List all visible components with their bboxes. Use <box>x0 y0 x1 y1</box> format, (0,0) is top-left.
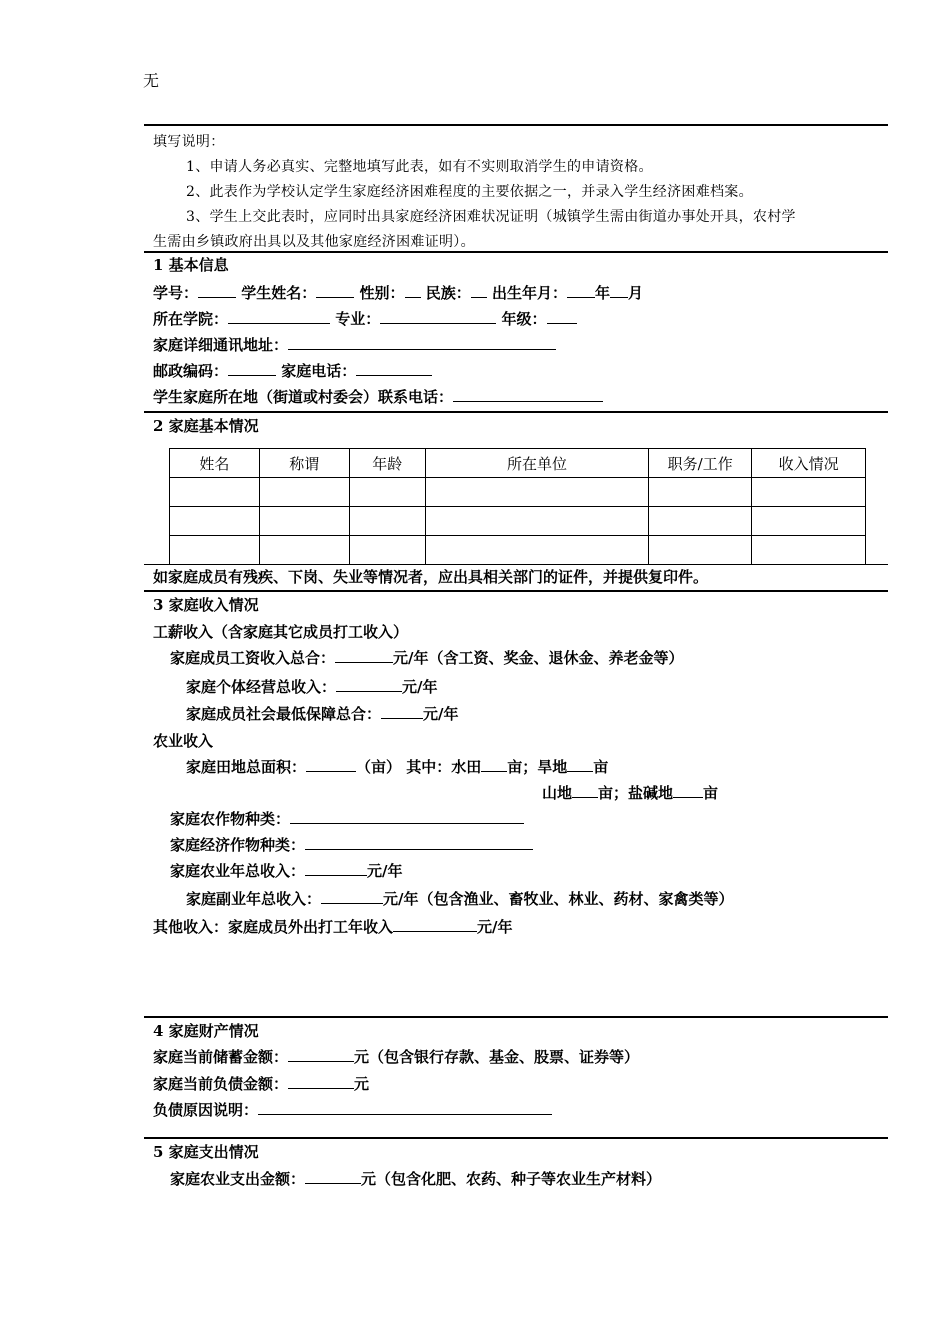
table-cell[interactable] <box>259 478 349 507</box>
col-workplace-header: 所在单位 <box>425 449 649 478</box>
agri-income-field[interactable] <box>305 861 367 876</box>
ethnicity-label: 民族： <box>425 284 471 302</box>
agri-expense-row <box>170 1168 661 1189</box>
security-unit: 元/年 <box>423 705 459 723</box>
debt-reason-row <box>153 1099 552 1120</box>
agri-expense-unit: 元（包含化肥、农药、种子等农业生产材料） <box>361 1170 662 1188</box>
basic-info-row1 <box>153 282 643 303</box>
table-cell[interactable] <box>349 478 425 507</box>
land-area-row <box>186 756 608 777</box>
col-age-header: 年龄 <box>349 449 425 478</box>
dryland-unit: 亩 <box>593 758 609 776</box>
gender-label: 性别： <box>359 284 405 302</box>
business-income-unit: 元/年 <box>402 678 438 696</box>
other-income-unit: 元/年 <box>477 918 513 936</box>
basic-info-row4 <box>153 360 432 381</box>
debt-field[interactable] <box>288 1074 354 1089</box>
divider <box>144 124 888 126</box>
other-income-row <box>153 916 513 937</box>
section3-title: 3 家庭收入情况 <box>153 596 259 614</box>
address-label: 家庭详细通讯地址： <box>153 336 289 354</box>
college-label: 所在学院： <box>153 310 229 328</box>
wage-total-label: 家庭成员工资收入总合： <box>170 649 336 667</box>
home-phone-field[interactable] <box>356 361 432 376</box>
agri-expense-field[interactable] <box>305 1169 361 1184</box>
debt-reason-label: 负债原因说明： <box>153 1101 259 1119</box>
postcode-label: 邮政编码： <box>153 362 229 380</box>
section5-title: 5 家庭支出情况 <box>153 1143 259 1161</box>
debt-unit: 元 <box>354 1075 370 1093</box>
table-cell[interactable] <box>259 507 349 536</box>
table-row <box>170 507 866 536</box>
table-cell[interactable] <box>349 507 425 536</box>
wage-total-field[interactable] <box>335 648 393 663</box>
wage-total-row <box>170 647 684 668</box>
divider <box>144 1016 888 1018</box>
col-income-header: 收入情况 <box>752 449 866 478</box>
gender-field[interactable] <box>405 283 421 298</box>
table-cell[interactable] <box>425 507 649 536</box>
side-income-field[interactable] <box>321 889 383 904</box>
savings-row <box>153 1046 639 1067</box>
postcode-field[interactable] <box>228 361 276 376</box>
instruction-1: 1、申请人务必真实、完整地填写此表，如有不实则取消学生的申请资格。 <box>186 159 653 175</box>
side-income-row <box>186 888 734 909</box>
mountain-land-row <box>542 782 718 803</box>
table-cell[interactable] <box>170 478 260 507</box>
birth-label: 出生年月： <box>492 284 568 302</box>
table-cell[interactable] <box>649 478 752 507</box>
college-field[interactable] <box>228 309 330 324</box>
cash-crops-label: 家庭经济作物种类： <box>170 836 306 854</box>
crops-row <box>170 808 524 829</box>
security-row <box>186 703 459 724</box>
top-word: 无 <box>143 71 160 90</box>
agri-expense-label: 家庭农业支出金额： <box>170 1170 306 1188</box>
cash-crops-row <box>170 834 533 855</box>
table-cell[interactable] <box>649 536 752 565</box>
table-row <box>170 478 866 507</box>
student-id-label: 学号： <box>153 284 199 302</box>
table-cell[interactable] <box>752 478 866 507</box>
divider <box>144 590 888 592</box>
basic-info-row2 <box>153 308 577 329</box>
instructions-title: 填写说明： <box>153 134 225 150</box>
wage-income-title: 工薪收入（含家庭其它成员打工收入） <box>153 623 409 641</box>
divider <box>144 251 888 253</box>
wage-total-unit: 元/年（含工资、奖金、退休金、养老金等） <box>393 649 684 667</box>
table-cell[interactable] <box>349 536 425 565</box>
col-name-header: 姓名 <box>170 449 260 478</box>
agri-income-label: 家庭农业年总收入： <box>170 862 306 880</box>
table-cell[interactable] <box>425 478 649 507</box>
month-label: 月 <box>628 284 644 302</box>
address-field[interactable] <box>288 335 556 350</box>
land-area-field[interactable] <box>306 757 356 772</box>
birth-month-field[interactable] <box>610 283 628 298</box>
land-area-label: 家庭田地总面积： <box>186 758 307 776</box>
local-phone-label: 学生家庭所在地（街道或村委会）联系电话： <box>153 388 454 406</box>
other-income-label: 其他收入：家庭成员外出打工年收入 <box>153 918 394 936</box>
divider <box>144 564 888 565</box>
business-income-field[interactable] <box>336 677 402 692</box>
basic-info-row5 <box>153 386 603 407</box>
other-income-field[interactable] <box>393 917 477 932</box>
table-cell[interactable] <box>752 507 866 536</box>
instruction-3-cont: 生需由乡镇政府出具以及其他家庭经济困难证明）。 <box>153 234 475 250</box>
family-members-table <box>169 448 866 565</box>
business-income-label: 家庭个体经营总收入： <box>186 678 337 696</box>
security-field[interactable] <box>381 704 423 719</box>
table-cell[interactable] <box>170 536 260 565</box>
student-name-label: 学生姓名： <box>241 284 317 302</box>
side-income-unit: 元/年（包含渔业、畜牧业、林业、药材、家禽类等） <box>383 890 734 908</box>
local-phone-field[interactable] <box>453 387 603 402</box>
mountain-field[interactable] <box>572 783 598 798</box>
cash-crops-field[interactable] <box>305 835 533 850</box>
table-cell[interactable] <box>259 536 349 565</box>
paddy-field[interactable] <box>481 757 507 772</box>
mountain-label: 山地 <box>542 784 573 802</box>
security-label: 家庭成员社会最低保障总合： <box>186 705 382 723</box>
debt-row <box>153 1073 369 1094</box>
major-label: 专业： <box>335 310 381 328</box>
land-area-mid: （亩） 其中：水田 <box>356 758 482 776</box>
section1-title: 1 基本信息 <box>153 256 229 274</box>
savings-unit: 元（包含银行存款、基金、股票、证券等） <box>354 1048 640 1066</box>
year-label: 年 <box>595 284 611 302</box>
home-phone-label: 家庭电话： <box>281 362 357 380</box>
instruction-3: 3、学生上交此表时，应同时出具家庭经济困难状况证明（城镇学生需由街道办事处开具，农村学 <box>186 209 796 225</box>
grade-field[interactable] <box>547 309 577 324</box>
major-field[interactable] <box>380 309 496 324</box>
basic-info-row3 <box>153 334 556 355</box>
birth-year-field[interactable] <box>567 283 595 298</box>
crops-label: 家庭农作物种类： <box>170 810 291 828</box>
mountain-unit: 亩；盐碱地 <box>598 784 674 802</box>
side-income-label: 家庭副业年总收入： <box>186 890 322 908</box>
grade-label: 年级： <box>501 310 547 328</box>
paddy-unit: 亩；旱地 <box>507 758 568 776</box>
col-relation-header: 称谓 <box>259 449 349 478</box>
instruction-2: 2、此表作为学校认定学生家庭经济困难程度的主要依据之一，并录入学生经济困难档案。 <box>186 184 753 200</box>
table-header-row <box>170 449 866 478</box>
crops-field[interactable] <box>290 809 524 824</box>
table-cell[interactable] <box>425 536 649 565</box>
section4-title: 4 家庭财产情况 <box>153 1022 259 1040</box>
agri-income-title: 农业收入 <box>153 732 214 750</box>
student-name-field[interactable] <box>316 283 354 298</box>
agri-income-row <box>170 860 403 881</box>
col-position-header: 职务/工作 <box>649 449 752 478</box>
table-row <box>170 536 866 565</box>
table-cell[interactable] <box>649 507 752 536</box>
saline-unit: 亩 <box>703 784 719 802</box>
agri-income-unit: 元/年 <box>367 862 403 880</box>
divider <box>144 411 888 413</box>
section2-title: 2 家庭基本情况 <box>153 417 259 435</box>
business-income-row <box>186 676 438 697</box>
table-cell[interactable] <box>752 536 866 565</box>
dryland-field[interactable] <box>567 757 593 772</box>
savings-field[interactable] <box>288 1047 354 1062</box>
divider <box>144 1137 888 1139</box>
ethnicity-field[interactable] <box>471 283 487 298</box>
debt-label: 家庭当前负债金额： <box>153 1075 289 1093</box>
student-id-field[interactable] <box>198 283 236 298</box>
table-cell[interactable] <box>170 507 260 536</box>
savings-label: 家庭当前储蓄金额： <box>153 1048 289 1066</box>
saline-field[interactable] <box>673 783 703 798</box>
debt-reason-field[interactable] <box>258 1100 552 1115</box>
section2-note: 如家庭成员有残疾、下岗、失业等情况者，应出具相关部门的证件，并提供复印件。 <box>153 568 709 586</box>
